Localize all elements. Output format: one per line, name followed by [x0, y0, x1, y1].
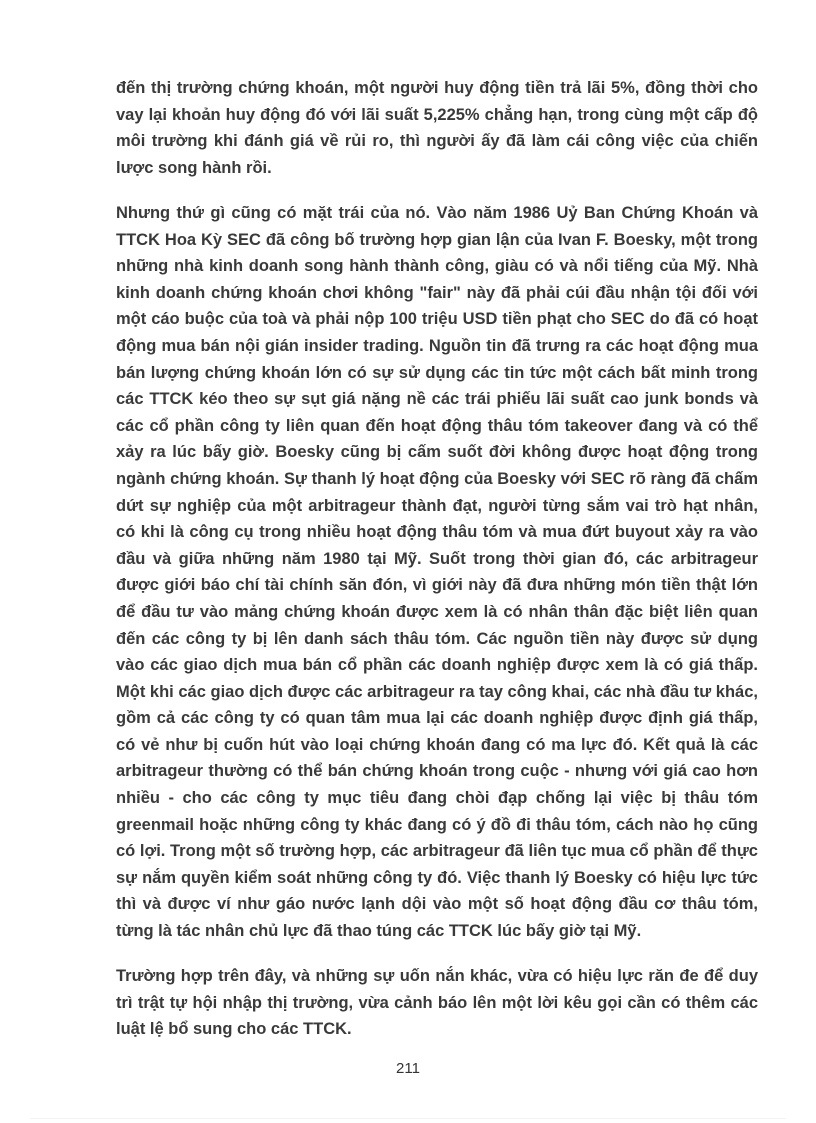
- text-line: đến các công ty bị lên danh sách thâu tóm. Các nguồn tiền này được sử dụng: [116, 629, 758, 648]
- text-line: từng là tác nhân chủ lực đã thao túng các TTCK lúc bấy giờ tại Mỹ.: [116, 922, 642, 941]
- text-line: có vẻ như bị cuốn hút vào loại chứng khoán đang có ma lực đó. Kết quả là các: [116, 735, 758, 754]
- text-line: một cáo buộc của toà và phải nộp 100 triệu USD tiền phạt cho SEC do đã có hoạt: [116, 310, 758, 329]
- text-line: lược song hành rồi.: [116, 158, 272, 177]
- text-line: sự nắm quyền kiểm soát những công ty đó. Việc thanh lý Boesky có hiệu lực tức: [116, 868, 758, 887]
- text-line: xảy ra lúc bấy giờ. Boesky cũng bị cấm suốt đời không được hoạt động trong: [116, 443, 758, 462]
- text-line: có khi là công cụ trong nhiều hoạt động thâu tóm và mua đứt buyout xảy ra vào: [116, 523, 758, 542]
- text-line: các cổ phần công ty liên quan đến hoạt động thâu tóm takeover đang và có thể: [116, 416, 758, 435]
- text-line: đầu và giữa những năm 1980 tại Mỹ. Suốt trong thời gian đó, các arbitrageur: [116, 549, 758, 568]
- text-line: greenmail hoặc những công ty khác đang có ý đồ đi thâu tóm, cách nào họ cũng: [116, 815, 758, 834]
- text-line: để đầu tư vào mảng chứng khoán được xem là có nhân thân đặc biệt liên quan: [116, 602, 758, 621]
- text-line: động mua bán nội gián insider trading. Nguồn tin đã trưng ra các hoạt động mua: [116, 336, 758, 355]
- text-line: nhiều - cho các công ty mục tiêu đang chòi đạp chống lại việc bị thâu tóm: [116, 789, 758, 808]
- text-line: thì và được ví như gáo nước lạnh dội vào một số hoạt động đầu cơ thâu tóm,: [116, 895, 758, 914]
- text-line: gồm cả các công ty có quan tâm mua lại các doanh nghiệp được định giá thấp,: [116, 709, 758, 728]
- text-line: đến thị trường chứng khoán, một người huy động tiền trả lãi 5%, đồng thời cho: [116, 79, 758, 97]
- text-line: có lợi. Trong một số trường hợp, các arbitrageur đã liên tục mua cổ phần để thực: [116, 842, 758, 861]
- text-line: Trường hợp trên đây, và những sự uốn nắn khác, vừa có hiệu lực răn đe để duy: [116, 967, 758, 985]
- text-line: Một khi các giao dịch được các arbitrageur ra tay công khai, các nhà đầu tư khác,: [116, 682, 758, 701]
- text-line: được giới báo chí tài chính săn đón, vì giới này đã đưa những món tiền thật lớn: [116, 576, 758, 595]
- text-line: môi trường khi đánh giá về rủi ro, thì người ấy đã làm cái công việc của chiến: [116, 132, 758, 151]
- text-line: trì trật tự hội nhập thị trường, vừa cảnh báo lên một lời kêu gọi cần có thêm các: [116, 993, 758, 1012]
- text-line: những nhà kinh doanh song hành thành công, giàu có và nổi tiếng của Mỹ. Nhà: [116, 257, 758, 276]
- paragraph-3: [116, 963, 758, 1043]
- text-line: luật lệ bổ sung cho các TTCK.: [116, 1020, 352, 1039]
- paragraph-1: [116, 75, 758, 181]
- text-line: các TTCK kéo theo sự sụt giá nặng nề các trái phiếu lãi suất cao junk bonds và: [116, 390, 758, 409]
- paragraph-2: [116, 200, 758, 945]
- text-line: dứt sự nghiệp của một arbitrageur thành đạt, người từng sắm vai trò hạt nhân,: [116, 496, 758, 515]
- text-line: vào các giao dịch mua bán cổ phần các doanh nghiệp được xem là có giá thấp.: [116, 656, 758, 675]
- text-line: arbitrageur thường có thể bán chứng khoán trong cuộc - nhưng với giá cao hơn: [116, 762, 758, 781]
- text-line: vay lại khoản huy động đó với lãi suất 5,225% chẳng hạn, trong cùng một cấp độ: [116, 105, 758, 124]
- text-line: Nhưng thứ gì cũng có mặt trái của nó. Vào năm 1986 Uỷ Ban Chứng Khoán và: [116, 204, 758, 222]
- text-line: bán lượng chứng khoán lớn có sự sử dụng các tin tức một cách bất minh trong: [116, 363, 758, 382]
- text-line: kinh doanh chứng khoán chơi không "fair" này đã phải cúi đầu nhận tội đối với: [116, 283, 758, 302]
- page-number: 211: [396, 1060, 420, 1077]
- page-divider: [30, 1118, 786, 1119]
- text-line: TTCK Hoa Kỳ SEC đã công bố trường hợp gian lận của Ivan F. Boesky, một trong: [116, 230, 758, 249]
- text-line: ngành chứng khoán. Sự thanh lý hoạt động của Boesky với SEC rõ ràng đã chấm: [116, 469, 758, 488]
